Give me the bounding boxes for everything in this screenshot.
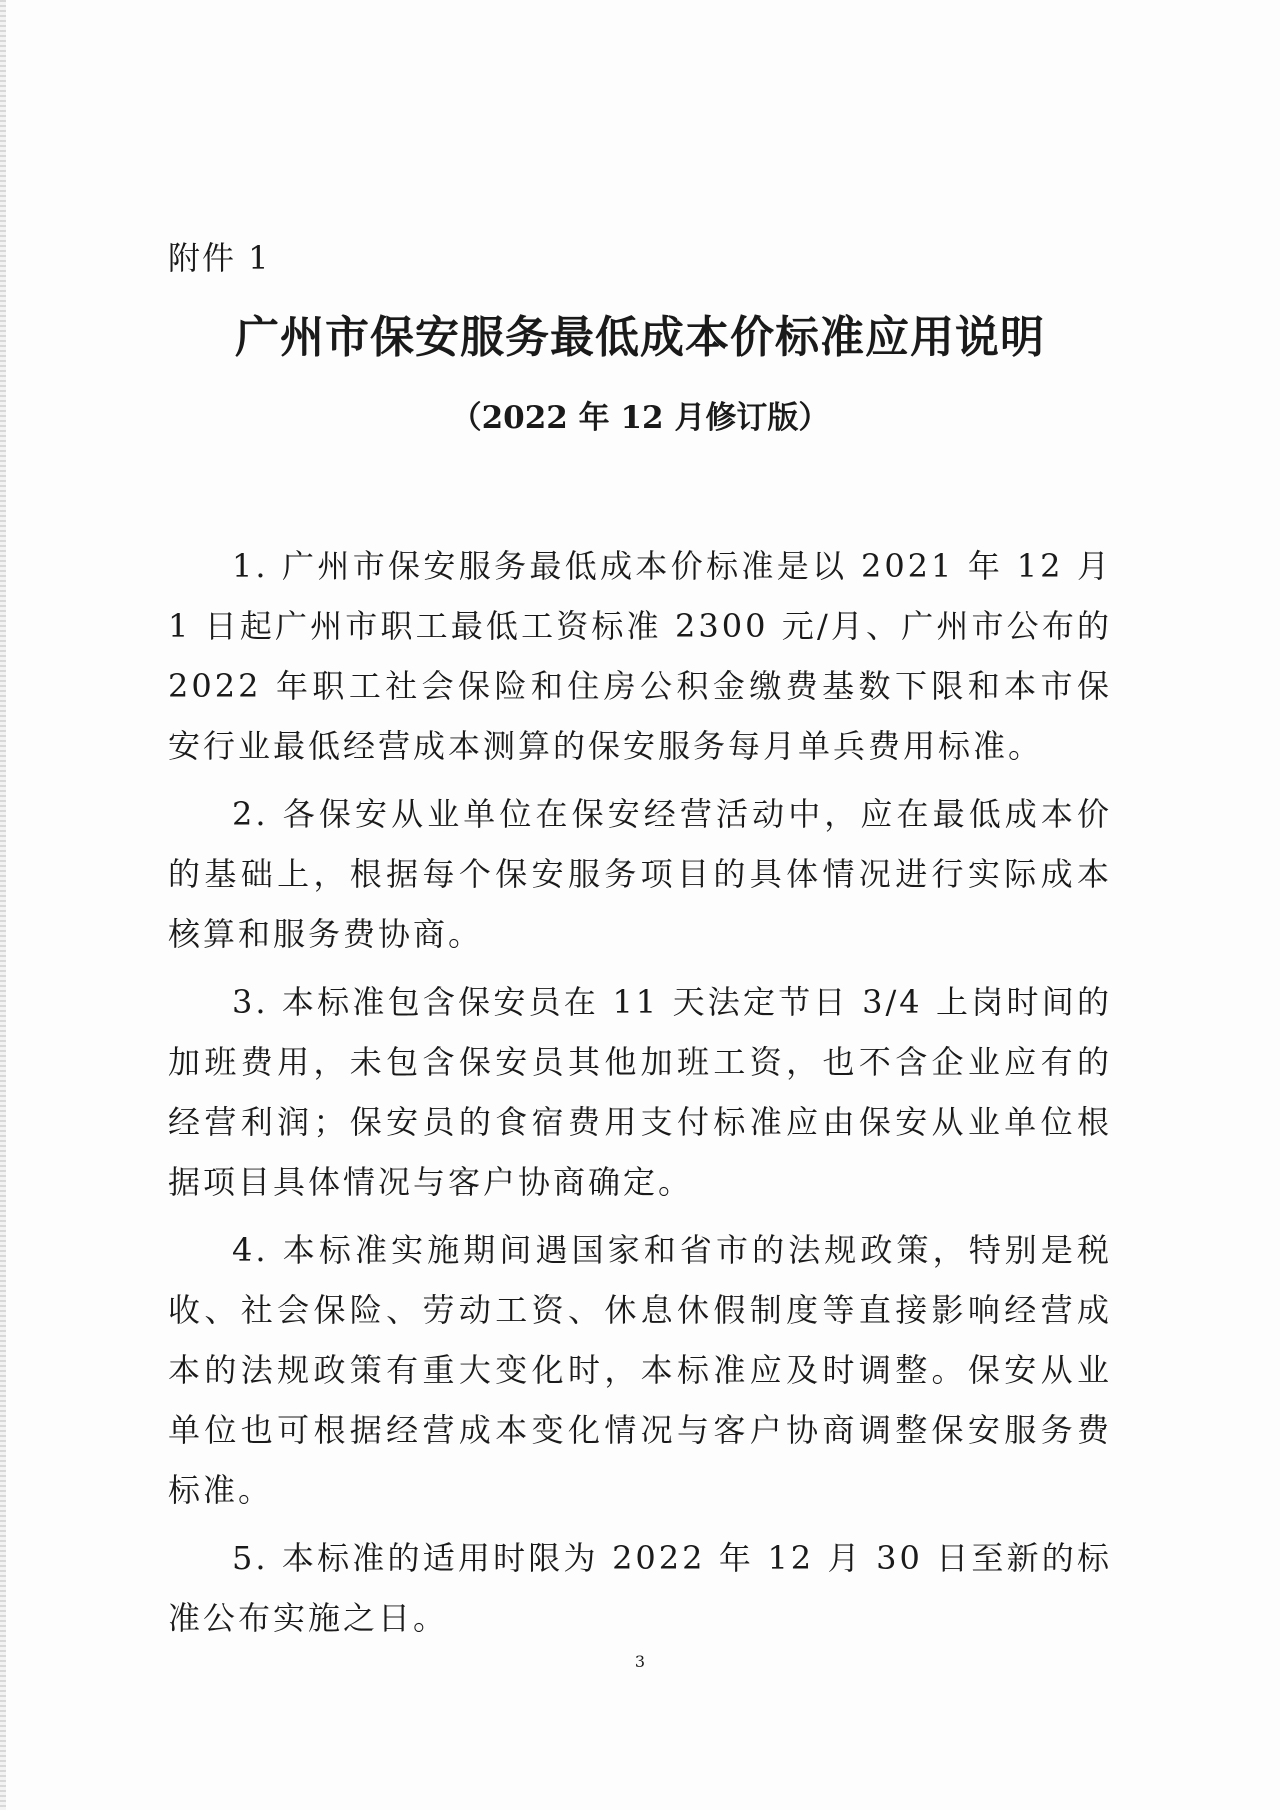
paragraph-2: 2. 各保安从业单位在保安经营活动中，应在最低成本价的基础上，根据每个保安服务项目的具体情况进行实际成本核算和服务费协商。 [168,795,1112,953]
page-number: 3 [634,1652,646,1671]
paragraph-3: 3. 本标准包含保安员在 11 天法定节日 3/4 上岗时间的加班费用，未包含保安员其他加班工资，也不含企业应有的经营利润；保安员的食宿费用支付标准应由保安从业单位根据项目具体情况与客户协商确定。 [168,983,1112,1201]
document-subtitle: （2022 年 12 月修订版） [450,400,830,436]
document-title: 广州市保安服务最低成本价标准应用说明 [235,312,1045,363]
paragraph-5: 5. 本标准的适用时限为 2022 年 12 月 30 日至新的标准公布实施之日。 [168,1539,1112,1637]
paragraph-1: 1. 广州市保安服务最低成本价标准是以 2021 年 12 月 1 日起广州市职工最低工资标准 2300 元/月、广州市公布的 2022 年职工社会保险和住房公积金缴费基数下限和本市保安行业最低经营成本测算的保安服务每月单兵费用标准。 [168,547,1112,765]
scan-edge-artifact [0,0,6,1810]
document-body [168,536,1112,1656]
paragraph-4: 4. 本标准实施期间遇国家和省市的法规政策，特别是税收、社会保险、劳动工资、休息休假制度等直接影响经营成本的法规政策有重大变化时，本标准应及时调整。保安从业单位也可根据经营成本变化情况与客户协商调整保安服务费标准。 [168,1231,1112,1509]
attachment-label: 附件 1 [168,239,271,277]
